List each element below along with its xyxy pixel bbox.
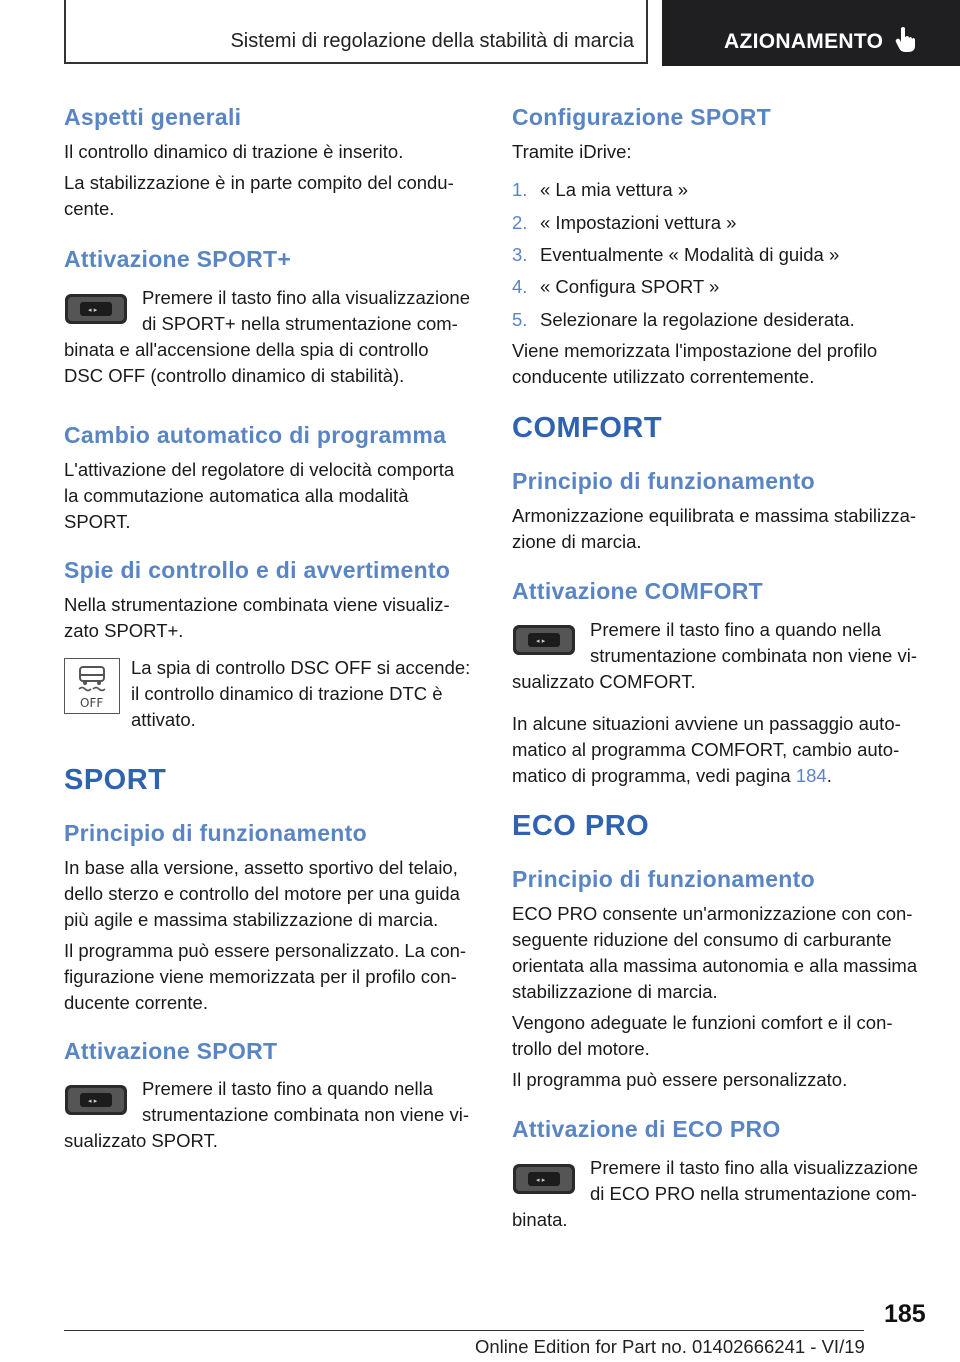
paragraph: ducente corrente.: [64, 992, 208, 1013]
paragraph: Il controllo dinamico di trazione è inserito.: [64, 141, 404, 162]
list-item-text: Selezionare la regolazione desiderata.: [540, 309, 855, 330]
paragraph: Nella strumentazione combinata viene visualiz-: [64, 594, 450, 615]
paragraph: La spia di controllo DSC OFF si accende:: [131, 657, 471, 678]
paragraph: In base alla versione, assetto sportivo del telaio,: [64, 857, 458, 878]
paragraph: sualizzato COMFORT.: [512, 671, 696, 692]
paragraph: zato SPORT+.: [64, 620, 184, 641]
footer-edition: Online Edition for Part no. 01402666241 - VI/19: [475, 1336, 865, 1357]
drive-mode-button-icon: [64, 1083, 128, 1117]
paragraph: trollo del motore.: [512, 1038, 650, 1059]
drive-mode-button-icon: [512, 1162, 576, 1196]
paragraph: Vengono adeguate le funzioni comfort e il con-: [512, 1012, 893, 1033]
paragraph: Il programma può essere personalizzato.: [512, 1069, 848, 1090]
list-item: [512, 177, 688, 203]
paragraph: cente.: [64, 198, 115, 219]
hand-pointer-icon: [895, 26, 917, 52]
paragraph: Il programma può essere personalizzato. La con-: [64, 940, 467, 961]
paragraph: dello sterzo e controllo del motore per una guida: [64, 883, 460, 904]
svg-text:◂ ▸: ◂ ▸: [88, 1097, 98, 1105]
paragraph: matico di programma, vedi pagina 184.: [512, 765, 832, 786]
paragraph: matico al programma COMFORT, cambio auto-: [512, 739, 900, 760]
paragraph: stabilizzazione di marcia.: [512, 981, 718, 1002]
paragraph: L'attivazione del regolatore di velocità comporta: [64, 459, 455, 480]
heading-configurazione-sport: Configurazione SPORT: [512, 104, 771, 130]
paragraph: seguente riduzione del consumo di carburante: [512, 929, 892, 950]
paragraph: ECO PRO consente un'armonizzazione con con-: [512, 903, 913, 924]
list-item-number: 3.: [512, 244, 528, 265]
paragraph: DSC OFF (controllo dinamico di stabilità).: [64, 365, 405, 386]
list-item-text: « Impostazioni vettura »: [540, 212, 737, 233]
heading-cambio-automatico: Cambio automatico di programma: [64, 422, 447, 448]
paragraph: zione di marcia.: [512, 531, 642, 552]
list-item-text: Eventualmente « Modalità di guida »: [540, 244, 840, 265]
heading-attivazione-sport: Attivazione SPORT: [64, 1038, 278, 1064]
paragraph: orientata alla massima autonomia e alla massima: [512, 955, 918, 976]
paragraph: sualizzato SPORT.: [64, 1130, 218, 1151]
list-item: [512, 242, 839, 268]
list-item-number: 1.: [512, 179, 528, 200]
paragraph: In alcune situazioni avviene un passaggio auto-: [512, 713, 901, 734]
svg-text:◂ ▸: ◂ ▸: [536, 1176, 546, 1184]
svg-text:OFF: OFF: [80, 696, 104, 710]
heading-eco-pro: ECO PRO: [512, 810, 650, 842]
list-item-text: « La mia vettura »: [540, 179, 689, 200]
paragraph: Premere il tasto fino a quando nella: [590, 619, 882, 640]
heading-sport: SPORT: [64, 764, 167, 796]
page-link-184[interactable]: 184: [795, 765, 827, 786]
heading-principio-sport: Principio di funzionamento: [64, 820, 367, 846]
paragraph: Premere il tasto fino alla visualizzazione: [142, 287, 471, 308]
page-number: 185: [884, 1300, 926, 1328]
paragraph: Premere il tasto fino a quando nella: [142, 1078, 434, 1099]
paragraph: figurazione viene memorizzata per il profilo con-: [64, 966, 457, 987]
svg-text:◂ ▸: ◂ ▸: [536, 637, 546, 645]
paragraph: strumentazione combinata non viene vi-: [142, 1104, 470, 1125]
paragraph: di SPORT+ nella strumentazione com-: [142, 313, 458, 334]
dsc-off-warning-icon: [64, 658, 120, 714]
list-item: [512, 307, 855, 333]
footer-divider: [64, 1330, 864, 1331]
heading-comfort: COMFORT: [512, 412, 663, 444]
heading-attivazione-eco-pro: Attivazione di ECO PRO: [512, 1116, 781, 1142]
list-item-number: 2.: [512, 212, 528, 233]
header-title-box: [64, 0, 648, 64]
paragraph: Armonizzazione equilibrata e massima stabilizza-: [512, 505, 917, 526]
svg-text:◂ ▸: ◂ ▸: [88, 306, 98, 314]
list-item: [512, 274, 719, 300]
paragraph: più agile e massima stabilizzazione di marcia.: [64, 909, 439, 930]
heading-spie: Spie di controllo e di avvertimento: [64, 557, 451, 583]
heading-principio-comfort: Principio di funzionamento: [512, 468, 815, 494]
paragraph: Viene memorizzata l'impostazione del profilo: [512, 340, 878, 361]
paragraph: il controllo dinamico di trazione DTC è: [131, 683, 443, 704]
header-section-tab: [662, 0, 960, 66]
heading-aspetti-generali: Aspetti generali: [64, 104, 242, 130]
paragraph: Premere il tasto fino alla visualizzazione: [590, 1157, 919, 1178]
drive-mode-button-icon: [512, 623, 576, 657]
paragraph: La stabilizzazione è in parte compito del condu-: [64, 172, 454, 193]
list-item: [512, 210, 736, 236]
list-item-text: « Configura SPORT »: [540, 276, 720, 297]
paragraph: la commutazione automatica alla modalità: [64, 485, 409, 506]
paragraph: binata.: [512, 1209, 568, 1230]
paragraph: strumentazione combinata non viene vi-: [590, 645, 918, 666]
header-title: Sistemi di regolazione della stabilità di marcia: [230, 30, 634, 52]
paragraph: binata e all'accensione della spia di controllo: [64, 339, 429, 360]
heading-principio-eco-pro: Principio di funzionamento: [512, 866, 815, 892]
list-item-number: 4.: [512, 276, 528, 297]
paragraph: SPORT.: [64, 511, 131, 532]
paragraph: Tramite iDrive:: [512, 141, 632, 162]
list-item-number: 5.: [512, 309, 528, 330]
paragraph: conducente utilizzato correntemente.: [512, 366, 815, 387]
paragraph: di ECO PRO nella strumentazione com-: [590, 1183, 917, 1204]
heading-attivazione-sport-plus: Attivazione SPORT+: [64, 246, 292, 272]
drive-mode-button-icon: [64, 292, 128, 326]
heading-attivazione-comfort: Attivazione COMFORT: [512, 578, 764, 604]
header-section-label: AZIONAMENTO: [724, 30, 884, 53]
paragraph: attivato.: [131, 709, 196, 730]
